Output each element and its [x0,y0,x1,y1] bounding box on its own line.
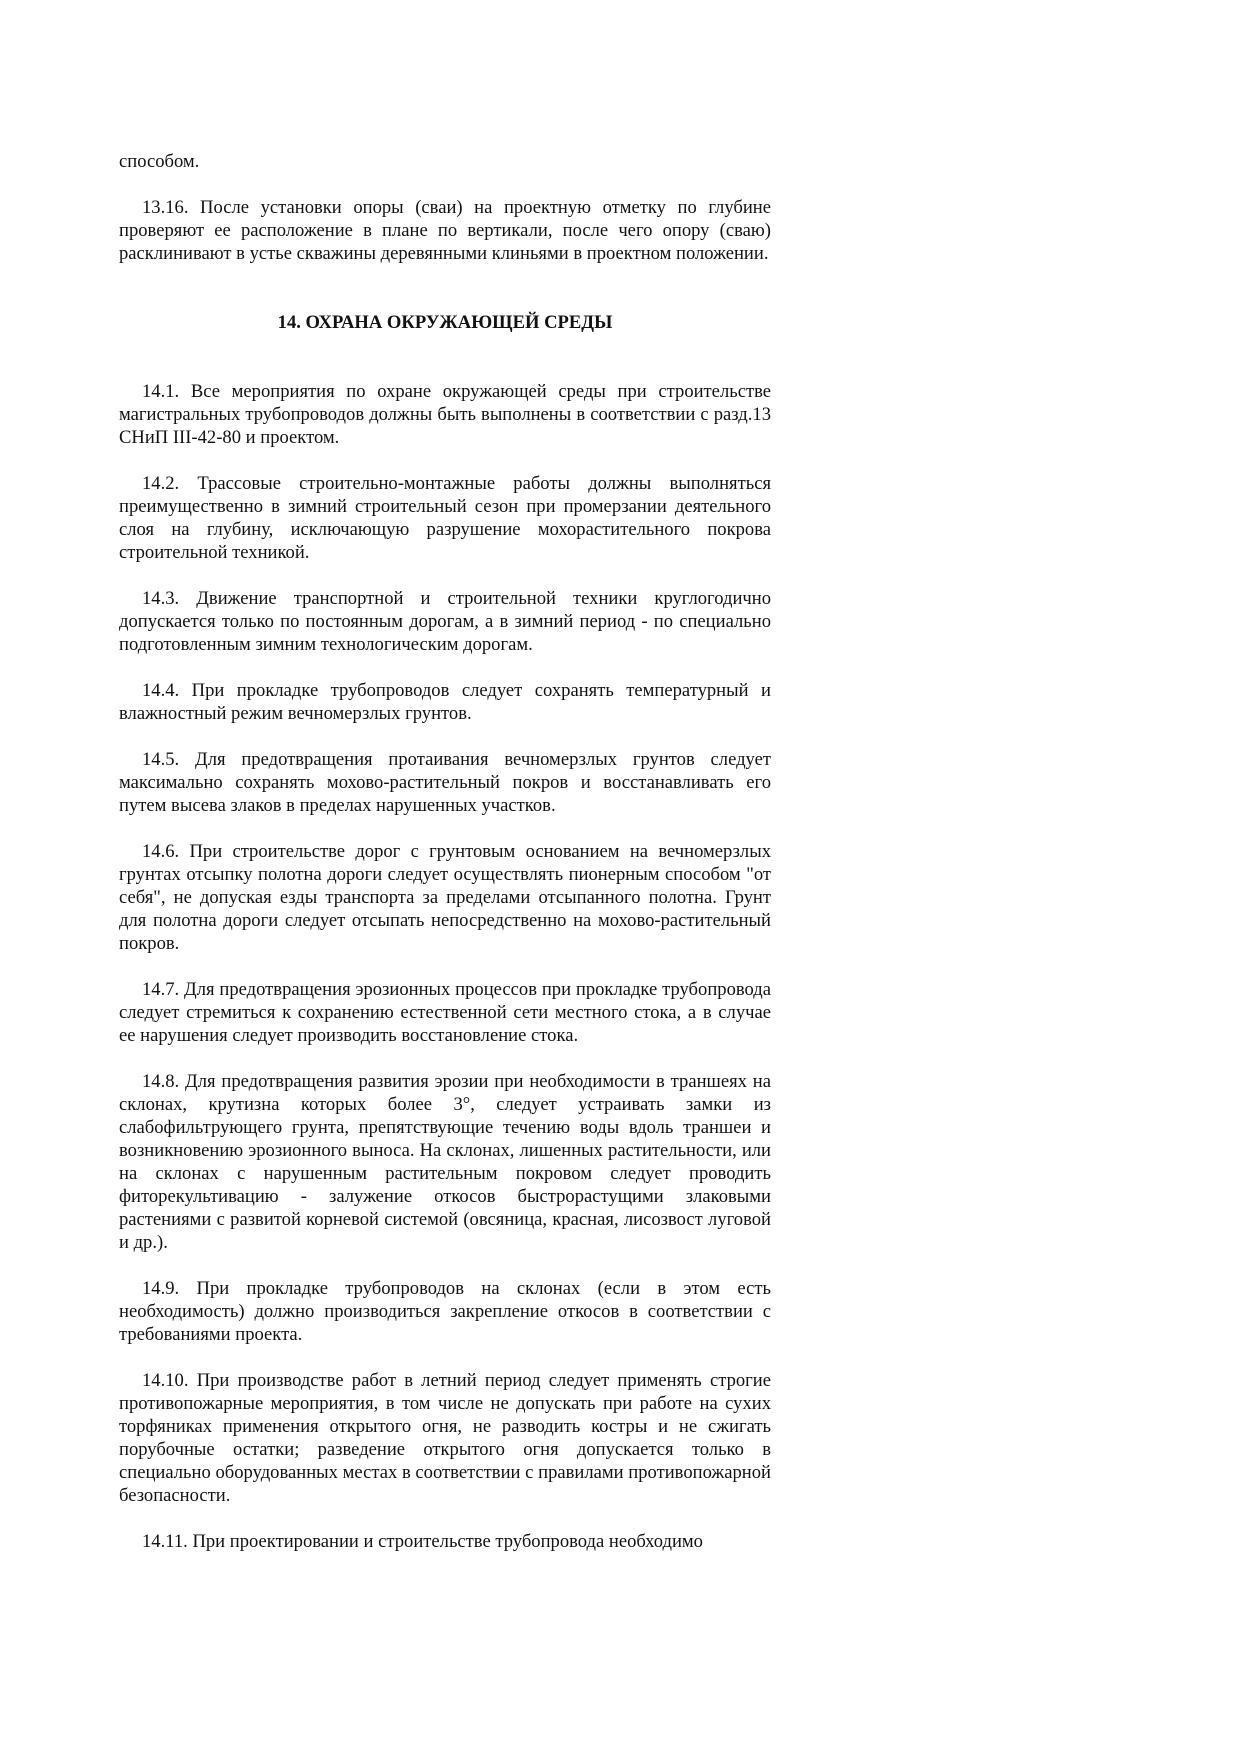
paragraph-14-9: 14.9. При прокладке трубопроводов на склонах (если в этом есть необходимость) должно производиться закрепление откосов в соответствии с требованиями проекта. [119,1278,771,1345]
paragraph-14-6: 14.6. При строительстве дорог с грунтовым основанием на вечномерзлых грунтах отсыпку полотна дороги следует осуществлять пионерным способом "от себя", не допуская езды транспорта за пределами отсыпанного полотна. Грунт для полотна дороги следует отсыпать непосредственно на мохово-растительный покров. [119,841,771,954]
paragraph-14-3: 14.3. Движение транспортной и строительной техники круглогодично допускается только по постоянным дорогам, а в зимний период - по специально подготовленным зимним технологическим дорогам. [119,588,771,655]
paragraph-14-2: 14.2. Трассовые строительно-монтажные работы должны выполняться преимущественно в зимний строительный сезон при промерзании деятельного слоя на глубину, исключающую разрушение мохорастительного покрова строительной техникой. [119,473,771,563]
document-body [119,150,771,1553]
paragraph-14-11: 14.11. При проектировании и строительстве трубопровода необходимо [142,1531,703,1552]
paragraph-14-5: 14.5. Для предотвращения протаивания вечномерзлых грунтов следует максимально сохранять мохово-растительный покров и восстанавливать его путем высева злаков в пределах нарушенных участков. [119,749,771,816]
paragraph-14-10: 14.10. При производстве работ в летний период следует применять строгие противопожарные мероприятия, в том числе не допускать при работе на сухих торфяниках применения открытого огня, не разводить костры и не сжигать порубочные остатки; разведение открытого огня допускается только в специально оборудованных местах в соответствии с правилами противопожарной безопасности. [119,1370,771,1506]
paragraph-14-4: 14.4. При прокладке трубопроводов следует сохранять температурный и влажностный режим вечномерзлых грунтов. [119,680,771,724]
paragraph-fragment: способом. [119,151,200,172]
paragraph-14-7: 14.7. Для предотвращения эрозионных процессов при прокладке трубопровода следует стремиться к сохранению естественной сети местного стока, а в случае ее нарушения следует производить восстановление стока. [119,979,771,1046]
paragraph-14-8: 14.8. Для предотвращения развития эрозии при необходимости в траншеях на склонах, крутизна которых более 3°, следует устраивать замки из слабофильтрующего грунта, препятствующие течению воды вдоль траншеи и возникновению эрозионного выноса. На склонах, лишенных растительности, или на склонах с нарушенным растительным покровом следует проводить фиторекультивацию - залужение откосов быстрорастущими злаковыми растениями с развитой корневой системой (овсяница, красная, лисозвост луговой и др.). [119,1071,771,1253]
section-heading: 14. ОХРАНА ОКРУЖАЮЩЕЙ СРЕДЫ [277,312,613,333]
paragraph-14-1: 14.1. Все мероприятия по охране окружающей среды при строительстве магистральных трубопроводов должны быть выполнены в соответствии с разд.13 СНиП III-42-80 и проектом. [119,381,771,448]
paragraph-13-16: 13.16. После установки опоры (сваи) на проектную отметку по глубине проверяют ее расположение в плане по вертикали, после чего опору (сваю) расклинивают в устье скважины деревянными клиньями в проектном положении. [119,197,771,264]
